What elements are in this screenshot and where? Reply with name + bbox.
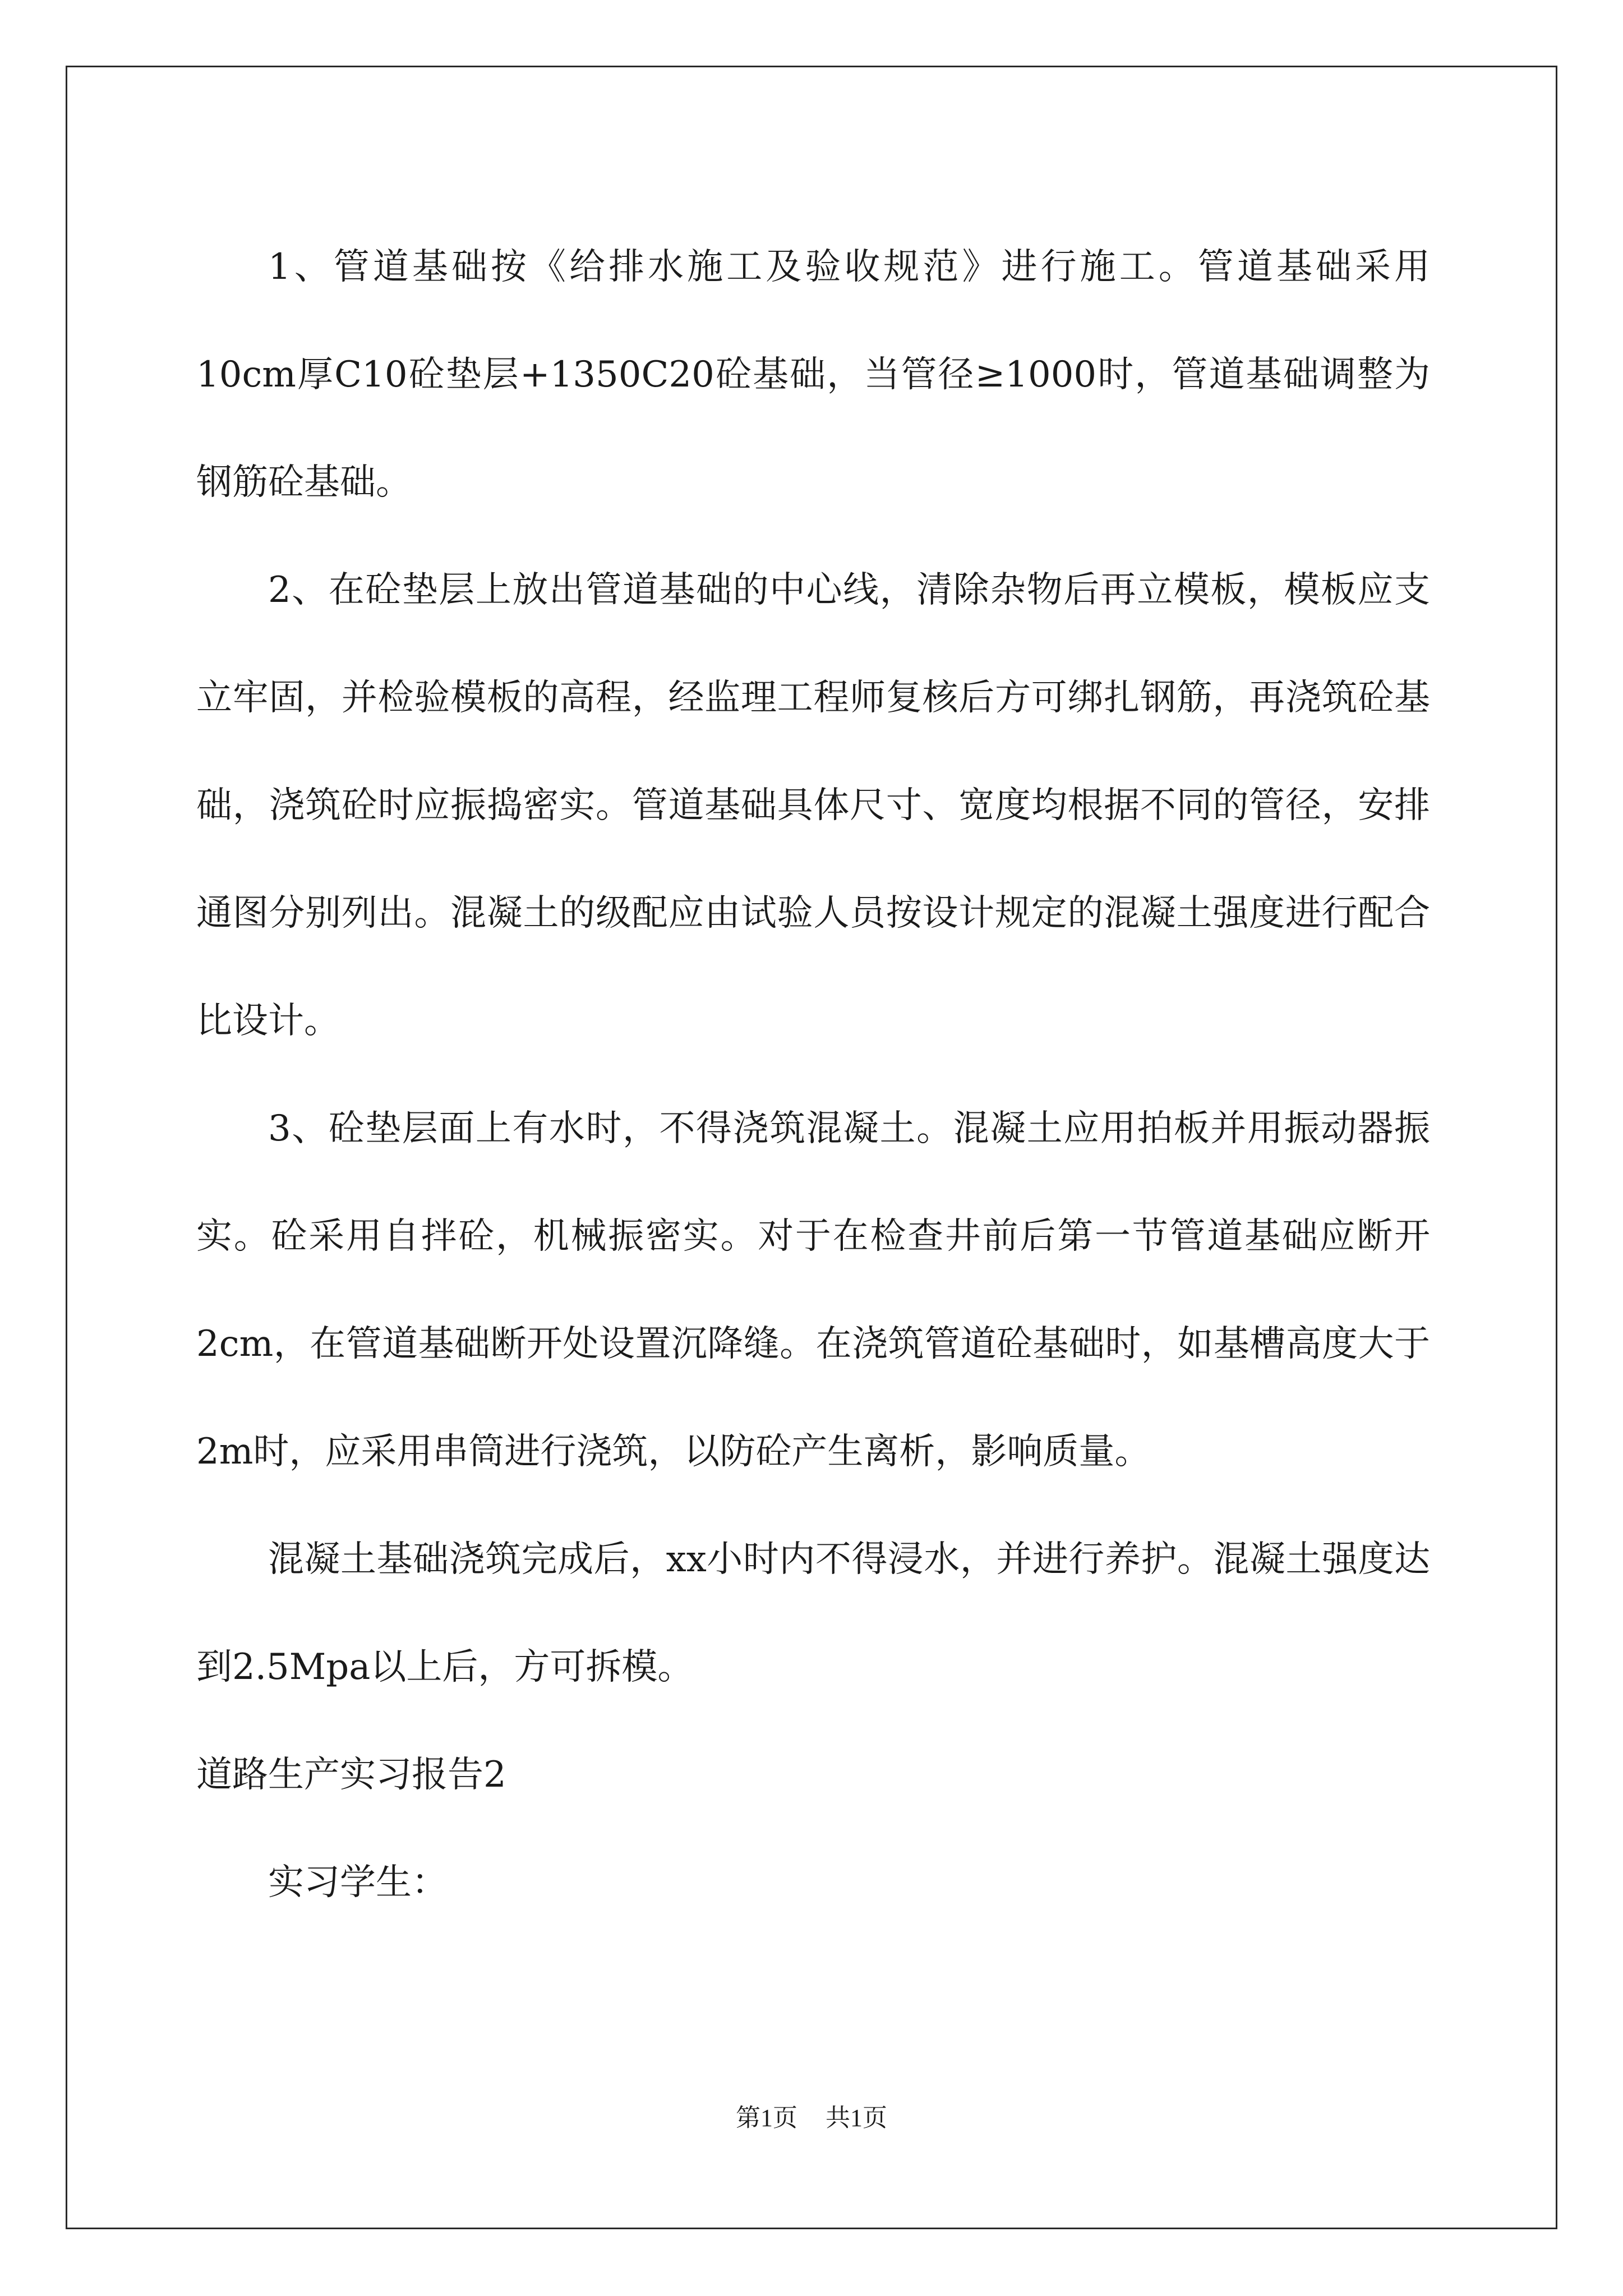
student-label: 实习学生： [268,1862,448,1903]
paragraph-formwork-centerline: 2、在砼垫层上放出管道基础的中心线，清除杂物后再立模板，模板应支立牢固，并检验模板的高程，经监理工程师复核后方可绑扎钢筋，再浇筑砼基础，浇筑砼时应振捣密实。管道基础具体尺寸、宽度均根据不同的管径，安排通图分别列出。混凝土的级配应由试验人员按设计规定的混凝土强度进行配合比设计。 [196,569,1430,1042]
page-total: 共1页 [826,2104,887,2132]
page-number: 第1页 [736,2104,797,2132]
page-footer [0,2101,1623,2135]
paragraph-pipe-foundation-spec: 1、管道基础按《给排水施工及验收规范》进行施工。管道基础采用10cm厚C10砼垫层+1350C20砼基础，当管径≥1000时，管道基础调整为钢筋砼基础。 [196,246,1430,503]
paragraph-curing: 混凝土基础浇筑完成后，xx小时内不得浸水，并进行养护。混凝土强度达到2.5Mpa以上后，方可拆模。 [196,1539,1430,1688]
document-body [196,213,1430,1936]
section-heading: 道路生产实习报告2 [196,1754,506,1796]
paragraph-concrete-pouring: 3、砼垫层面上有水时，不得浇筑混凝土。混凝土应用拍板并用振动器振实。砼采用自拌砼，机械振密实。对于在检查井前后第一节管道基础应断开2cm，在管道基础断开处设置沉降缝。在浇筑管道砼基础时，如基槽高度大于2m时，应采用串筒进行浇筑，以防砼产生离析，影响质量。 [196,1108,1430,1473]
